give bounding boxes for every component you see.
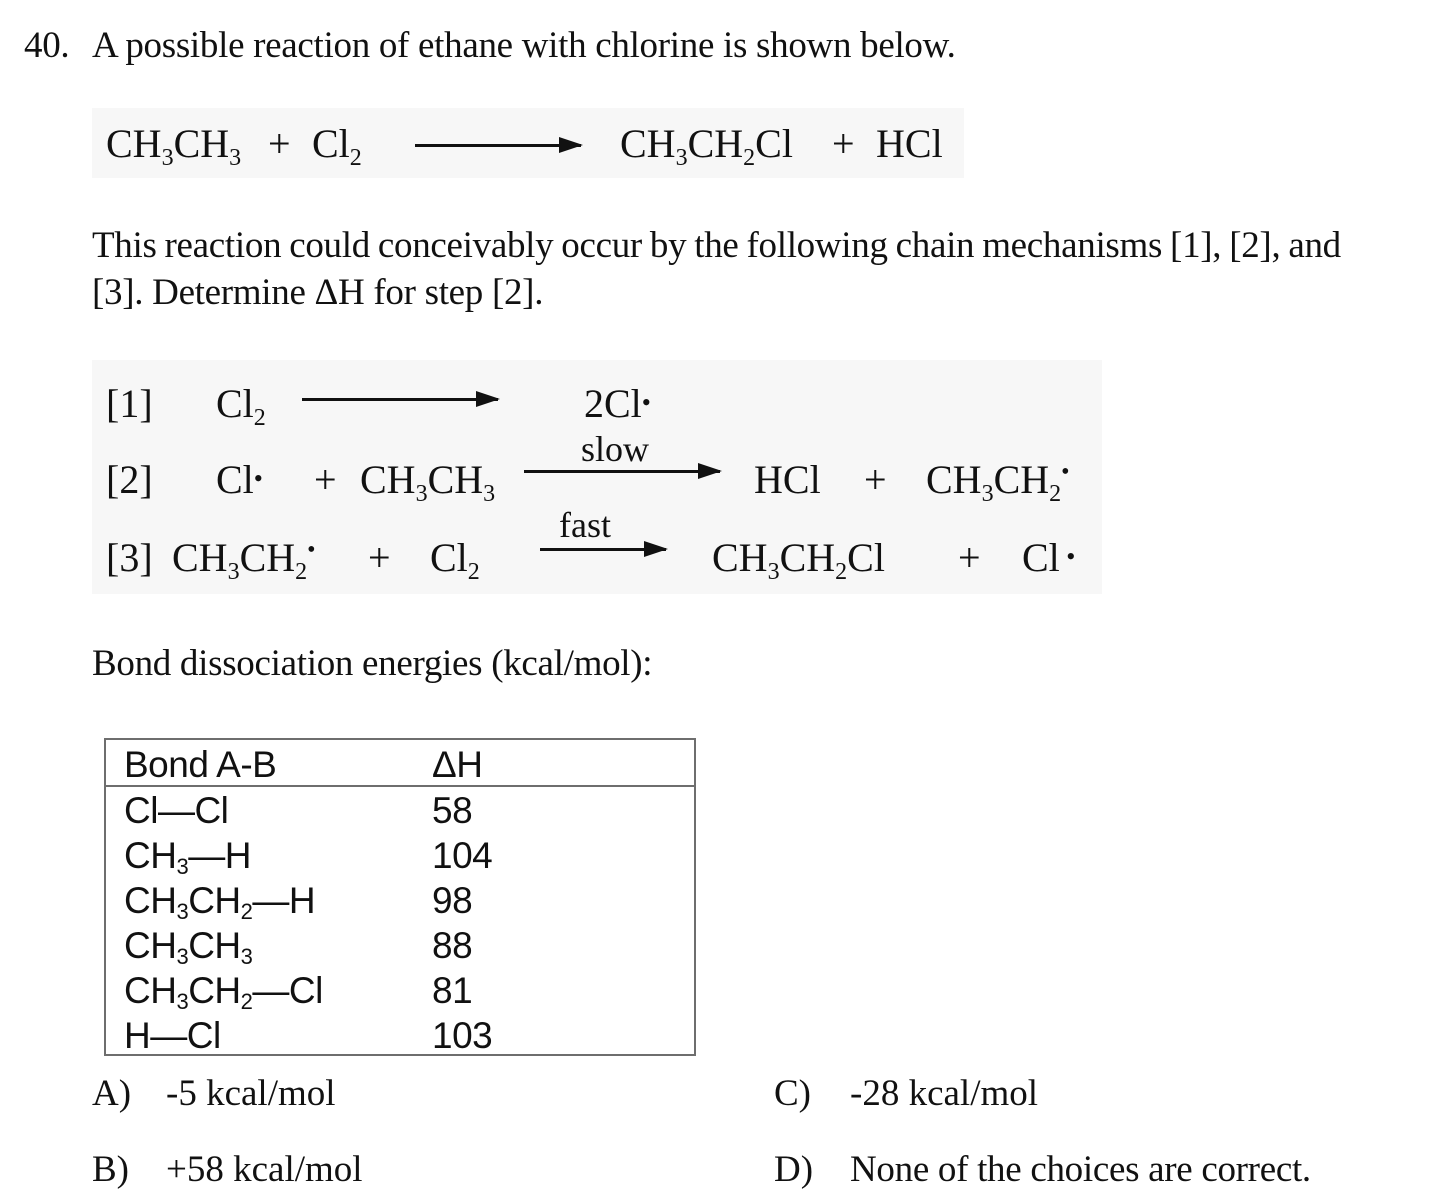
step-label: [3]	[106, 535, 153, 580]
reaction-arrow	[415, 144, 581, 147]
option-a-text[interactable]: -5 kcal/mol	[166, 1073, 336, 1114]
table-cell-dh: 88	[432, 925, 473, 966]
table-cell-dh: 81	[432, 970, 473, 1011]
option-b-letter[interactable]: B)	[92, 1149, 129, 1190]
step2-reactant1: Cl•	[216, 457, 263, 502]
step2-product1: HCl	[754, 457, 821, 502]
table-cell-dh: 104	[432, 835, 493, 876]
plus-sign: +	[864, 457, 887, 502]
step1-arrow	[302, 398, 498, 401]
step2-arrow-label: slow	[580, 429, 649, 469]
step3-reactant2: $Cl_2$	[430, 535, 480, 585]
step2-arrow	[524, 470, 720, 473]
option-d-letter[interactable]: D)	[774, 1149, 814, 1190]
option-c-letter[interactable]: C)	[774, 1073, 811, 1114]
bde-heading: Bond dissociation energies (kcal/mol):	[92, 643, 653, 684]
plus-sign: +	[832, 121, 855, 166]
option-c-text[interactable]: -28 kcal/mol	[850, 1073, 1039, 1114]
plus-sign: +	[268, 121, 291, 166]
table-header-bond: Bond A-B	[124, 744, 277, 785]
question-number: 40.	[24, 25, 70, 66]
plus-sign: +	[314, 457, 337, 502]
mechanism-text-line1: This reaction could conceivably occur by the following chain mechanisms [1], [2], and	[92, 225, 1341, 266]
table-cell-dh: 58	[432, 790, 473, 831]
step2-reactant2: $CH_3CH_3$	[360, 457, 496, 507]
plus-sign: +	[368, 535, 391, 580]
step3-arrow-label: fast	[559, 505, 611, 545]
option-b-text[interactable]: +58 kcal/mol	[166, 1149, 363, 1190]
option-d-text[interactable]: None of the choices are correct.	[850, 1149, 1311, 1190]
step-label: [1]	[106, 381, 153, 426]
table-cell-bond: $CH_3CH_2—H$	[124, 880, 316, 924]
table-cell-bond: Cl—Cl	[124, 790, 229, 831]
step1-product: 2Cl•	[584, 381, 651, 426]
bde-table	[104, 738, 696, 1056]
plus-sign: +	[958, 535, 981, 580]
option-a-letter[interactable]: A)	[92, 1073, 132, 1114]
product-hcl: HCl	[876, 121, 943, 166]
table-cell-bond: $CH_3CH_3$	[124, 925, 253, 969]
reactant-ethane: $CH_3CH_3$	[106, 121, 242, 171]
step3-product2: Cl •	[1022, 535, 1076, 580]
step3-reactant1: $CH_3CH_2^•$	[172, 535, 316, 585]
table-header-dh: ΔH	[432, 744, 483, 785]
table-cell-dh: 103	[432, 1015, 493, 1056]
step3-product1: $CH_3CH_2Cl$	[712, 535, 885, 585]
step3-arrow	[540, 548, 666, 551]
question-stem: A possible reaction of ethane with chlorine is shown below.	[92, 25, 956, 66]
table-cell-bond: $CH_3—H$	[124, 835, 251, 879]
table-cell-bond: $CH_3CH_2—Cl$	[124, 970, 323, 1014]
step2-product2: $CH_3CH_2^•$	[926, 457, 1070, 507]
reactant-chlorine: $Cl_2$	[312, 121, 362, 171]
mechanism-text-line2: [3]. Determine ΔH for step [2].	[92, 272, 544, 313]
step-label: [2]	[106, 457, 153, 502]
table-cell-bond: H—Cl	[124, 1015, 221, 1056]
product-chloroethane: $CH_3CH_2Cl$	[620, 121, 793, 171]
step1-reactant: $Cl_2$	[216, 381, 266, 431]
table-cell-dh: 98	[432, 880, 473, 921]
